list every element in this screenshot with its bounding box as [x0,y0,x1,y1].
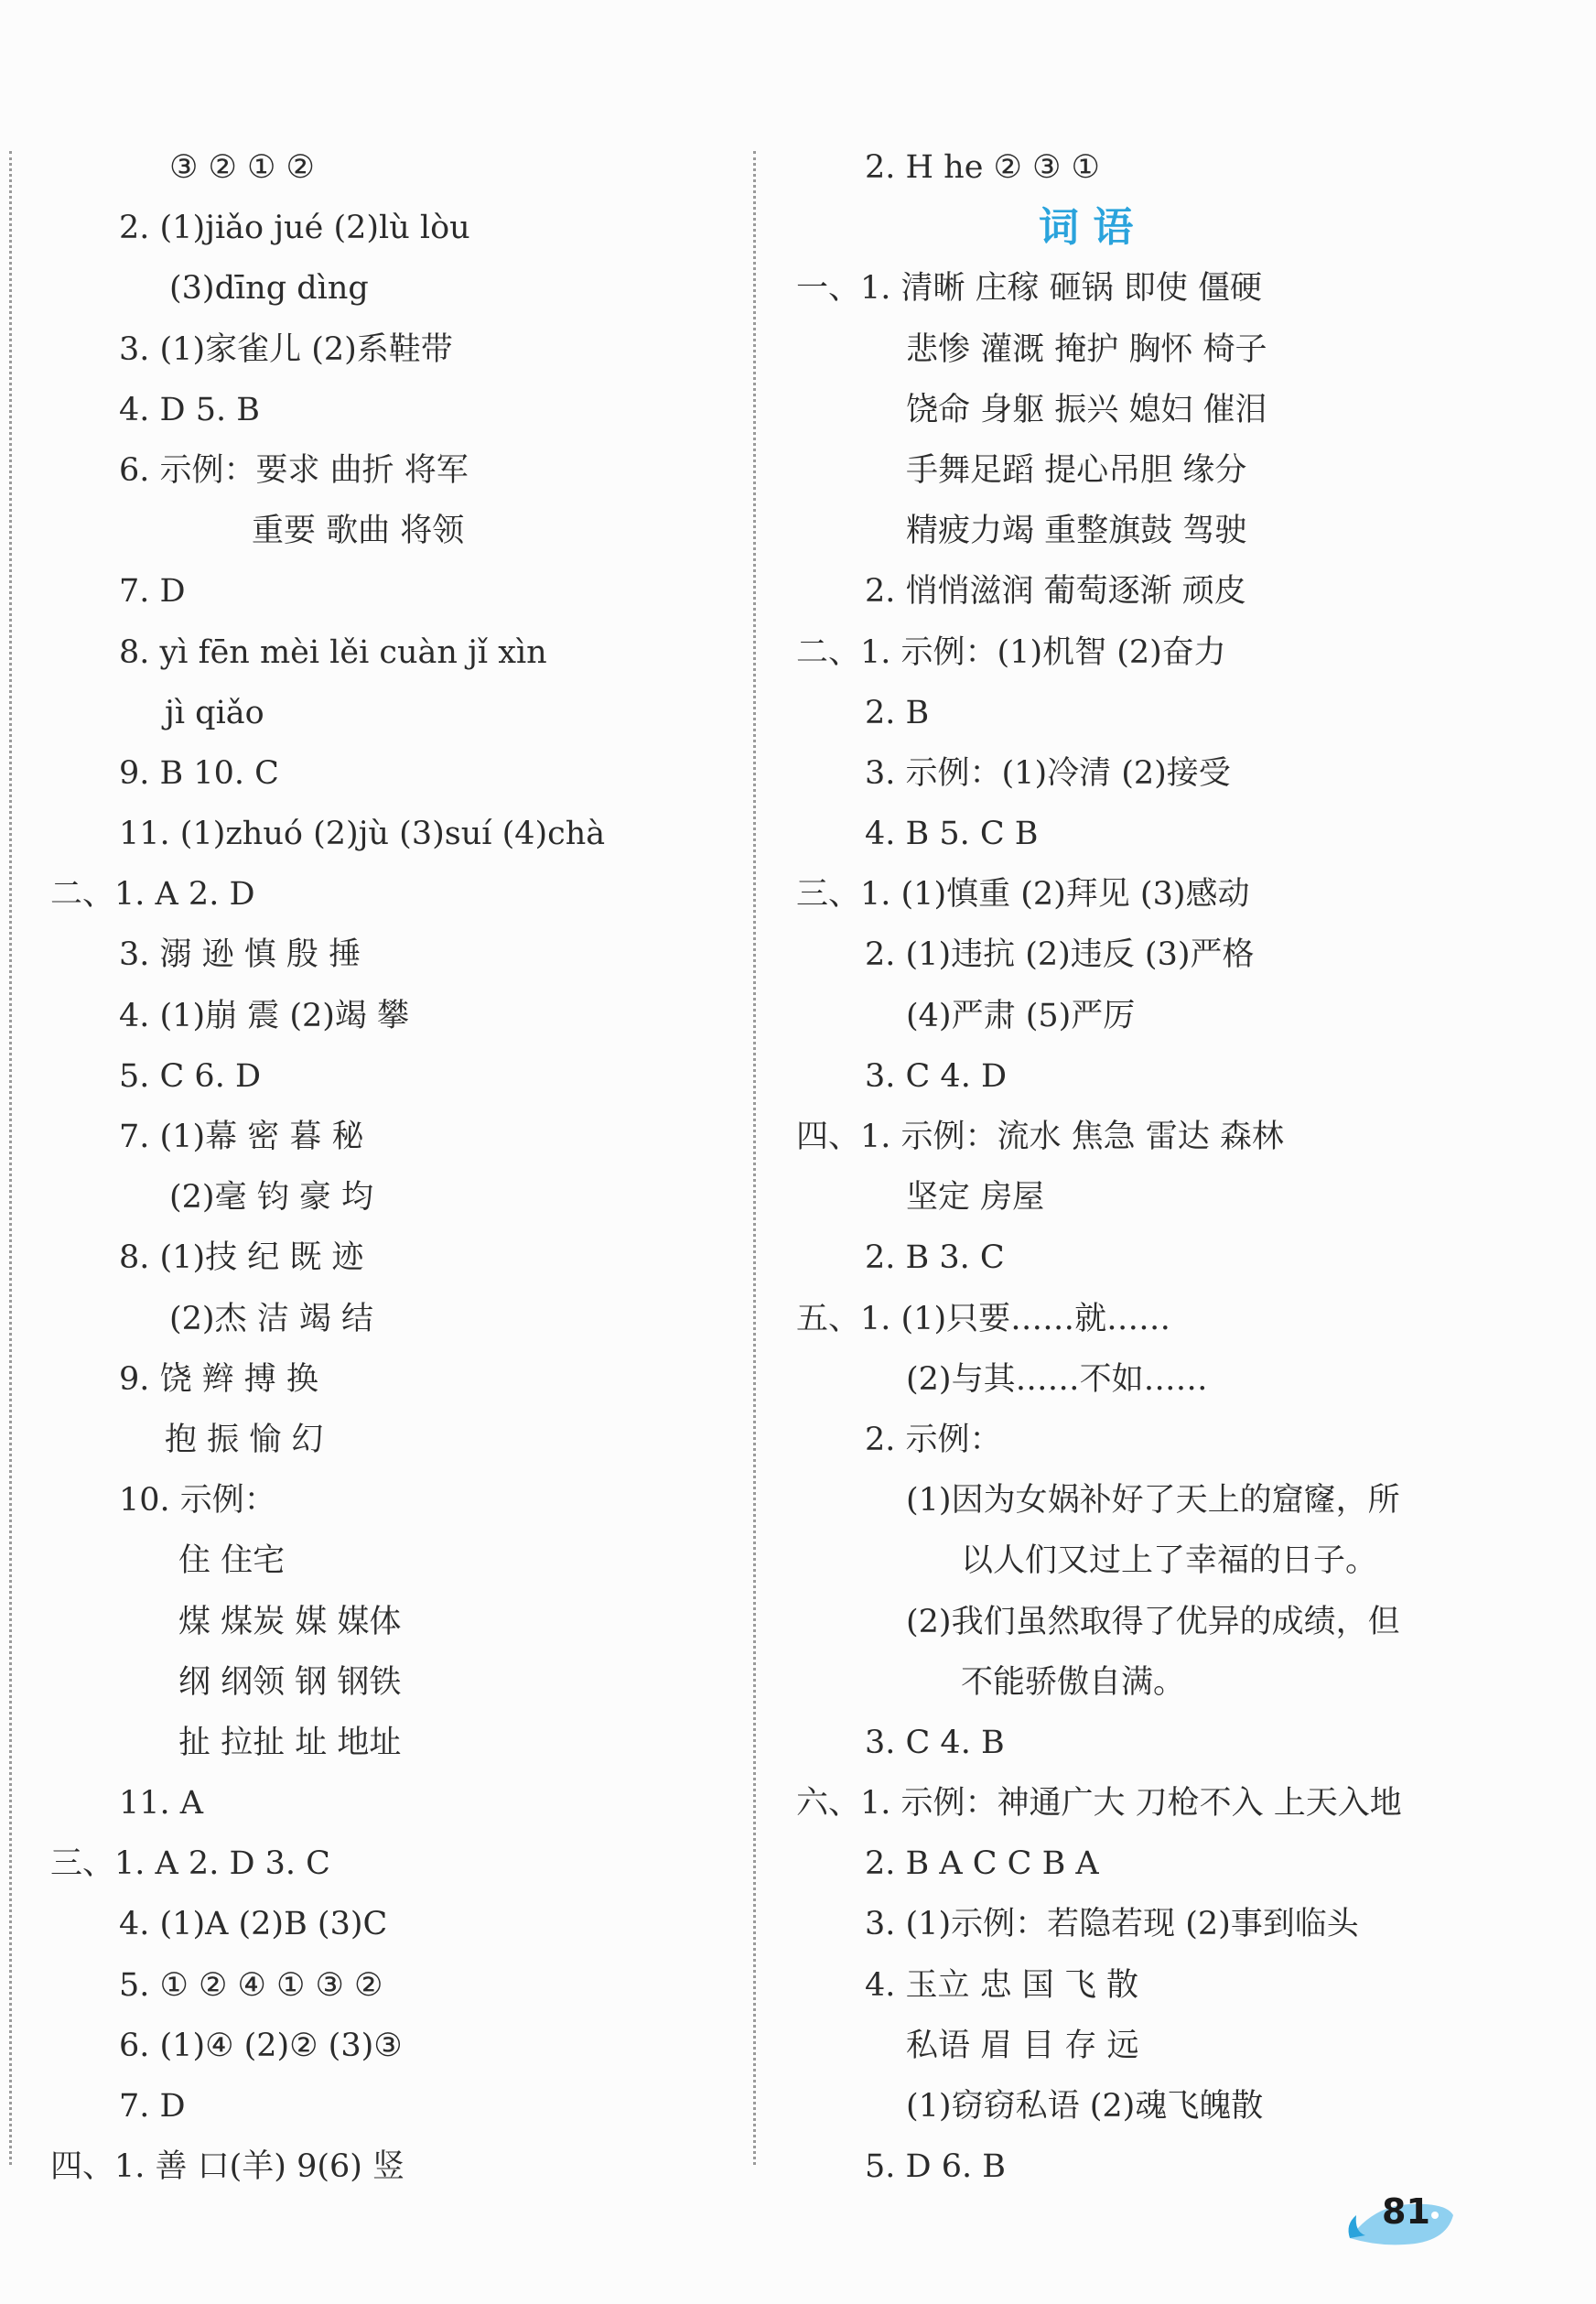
answer-text: 重要 歌曲 将领 [252,513,465,550]
answer-line [796,1652,1547,1713]
answer-line [50,622,755,683]
answer-text: 2. 示例： [865,1421,1002,1458]
answer-text: 7. D [119,573,186,611]
answer-line [796,1349,1547,1410]
answer-text: (3)dīng dìng [169,270,369,308]
answer-line [796,925,1547,985]
left-column [50,137,755,2197]
answer-line [796,319,1547,380]
answer-line [50,1531,755,1591]
answer-text: 坚定 房屋 [906,1179,1045,1217]
answer-line [796,1894,1547,1954]
answer-text: 2. B [865,694,930,731]
answer-line [50,1773,755,1833]
answer-text: 3. (1)示例：若隐若现 (2)事到临头 [865,1906,1359,1943]
answer-text: 手舞足蹈 提心吊胆 缘分 [906,451,1247,489]
answer-line [50,1228,755,1288]
answer-line [50,258,755,319]
answer-line [50,2016,755,2076]
answer-text: 扯 拉扯 址 地址 [178,1724,402,1761]
answer-line [50,986,755,1046]
answer-line [796,501,1547,561]
answer-line [796,1531,1547,1591]
answer-text: 二、1. A 2. D [50,876,255,914]
answer-text: 纲 纲领 钢 钢铁 [178,1663,402,1701]
answer-text: 2. (1)jiǎo jué (2)lù lòu [119,210,470,247]
answer-text: (2)我们虽然取得了优异的成绩，但 [906,1603,1400,1640]
answer-text: 3. C 4. B [865,1724,1005,1761]
answer-line [50,1955,755,2016]
answer-text: 8. (1)技 纪 既 迹 [119,1239,364,1277]
answer-text: 6. (1)④ (2)② (3)③ [119,2027,403,2064]
answer-text: 抱 振 愉 幻 [165,1421,324,1458]
answer-line [796,1833,1547,1894]
answer-text: 六、1. 示例：神通广大 刀枪不入 上天入地 [796,1785,1402,1823]
right-column [796,137,1547,2197]
answer-text: 2. 悄悄滋润 葡萄逐渐 顽皮 [865,573,1246,611]
answer-text: 饶命 身躯 振兴 媳妇 催泪 [906,391,1267,428]
answer-text: 8. yì fēn mèi lěi cuàn jǐ xìn [119,633,547,671]
answer-line [50,1167,755,1228]
answer-line [796,198,1547,258]
answer-line [50,198,755,258]
answer-line [796,1713,1547,1773]
answer-text: (2)与其……不如…… [906,1360,1208,1398]
answer-line [50,743,755,804]
answer-text: 五、1. (1)只要……就…… [796,1300,1171,1337]
answer-line [796,1046,1547,1107]
answer-line [50,1894,755,1954]
answer-line [50,1107,755,1167]
answer-text: 9. B 10. C [119,754,279,792]
answer-line [50,804,755,864]
answer-line [796,804,1547,864]
answer-text: ③ ② ① ② [169,149,315,186]
answer-text: 2. B A C C B A [865,1845,1099,1883]
answer-text: 3. 示例：(1)冷清 (2)接受 [865,754,1231,792]
page-number: 81 [1382,2191,1430,2232]
answer-line [50,683,755,743]
answer-line [796,622,1547,683]
answer-text: 2. (1)违抗 (2)违反 (3)严格 [865,936,1255,974]
answer-text: 煤 煤炭 媒 媒体 [178,1603,402,1640]
answer-text: 4. D 5. B [119,391,260,428]
answer-line [796,1592,1547,1652]
answer-text: 10. 示例： [119,1482,276,1520]
answer-line [796,380,1547,440]
answer-text: 私语 眉 目 存 远 [906,2027,1139,2064]
answer-text: 悲惨 灌溉 掩护 胸怀 椅子 [906,330,1267,368]
answer-text: 二、1. 示例：(1)机智 (2)奋力 [796,633,1226,671]
answer-text: 5. C 6. D [119,1057,262,1095]
answer-text: 4. 玉立 忠 国 飞 散 [865,1966,1139,2004]
page-number-badge [1345,2188,1455,2261]
answer-text: 不能骄傲自满。 [961,1663,1186,1701]
answer-text: 4. (1)A (2)B (3)C [119,1906,388,1943]
answer-text: 精疲力竭 重整旗鼓 驾驶 [906,513,1247,550]
answer-line [796,137,1547,198]
answer-line [50,380,755,440]
answer-text: 4. B 5. C B [865,816,1039,853]
answer-text: 住 住宅 [178,1542,286,1580]
answer-line [796,561,1547,622]
answer-text: 3. (1)家雀儿 (2)系鞋带 [119,330,453,368]
answer-text: 2. B 3. C [865,1239,1005,1277]
answer-line [796,1289,1547,1349]
answer-line [50,561,755,622]
answer-line [796,258,1547,319]
column-divider [9,151,12,2165]
answer-line [50,925,755,985]
answer-line [796,1167,1547,1228]
answer-text: jì qiǎo [165,694,264,731]
answer-line [796,2076,1547,2136]
answer-line [796,1410,1547,1470]
answer-line [796,1773,1547,1833]
answer-line [50,2136,755,2197]
answer-text: 7. (1)幕 密 暮 秘 [119,1119,364,1155]
answer-text: (2)毫 钧 豪 均 [169,1179,373,1217]
section-title: 词 语 [1039,204,1134,251]
answer-line [796,683,1547,743]
answer-line [796,2016,1547,2076]
answer-line [50,864,755,925]
answer-text: 一、1. 清晰 庄稼 砸锅 即使 僵硬 [796,270,1263,308]
answer-text: 9. 饶 辫 搏 换 [119,1360,318,1398]
answer-line [796,864,1547,925]
answer-line [796,1470,1547,1531]
answer-line [50,137,755,198]
answer-line [50,1470,755,1531]
answer-text: 三、1. A 2. D 3. C [50,1845,330,1883]
answer-line [50,2076,755,2136]
answer-line [796,1107,1547,1167]
answer-text: 以人们又过上了幸福的日子。 [961,1542,1378,1580]
answer-text: 7. D [119,2088,186,2125]
answer-line [50,501,755,561]
answer-line [796,986,1547,1046]
answer-text: 三、1. (1)慎重 (2)拜见 (3)感动 [796,876,1250,914]
answer-text: 11. (1)zhuó (2)jù (3)suí (4)chà [119,816,606,853]
answer-text: (4)严肃 (5)严厉 [906,997,1136,1034]
answer-text: 4. (1)崩 震 (2)竭 攀 [119,997,410,1034]
answer-text: 6. 示例：要求 曲折 将军 [119,451,469,489]
answer-line [796,1955,1547,2016]
answer-line [50,1833,755,1894]
answer-line [796,743,1547,804]
answer-text: (1)因为女娲补好了天上的窟窿，所 [906,1482,1400,1520]
answer-text: 3. C 4. D [865,1057,1008,1095]
answer-line [50,1713,755,1773]
answer-text: 5. ① ② ④ ① ③ ② [119,1966,383,2004]
answer-line [50,1652,755,1713]
answer-text: 3. 溺 逊 慎 殷 捶 [119,936,361,974]
answer-line [50,1046,755,1107]
answer-line [50,1410,755,1470]
answer-text: 四、1. 善 口(羊) 9(6) 竖 [50,2148,405,2186]
answer-line [50,1289,755,1349]
answer-line [50,319,755,380]
answer-line [50,1592,755,1652]
answer-line [796,440,1547,501]
answer-text: 11. A [119,1785,204,1823]
answer-line [796,1228,1547,1288]
answer-text: 2. H he ② ③ ① [865,149,1100,186]
answer-text: 5. D 6. B [865,2148,1006,2186]
answer-text: 四、1. 示例：流水 焦急 雷达 森林 [796,1119,1284,1155]
answer-line [50,440,755,501]
answer-text: (1)窃窃私语 (2)魂飞魄散 [906,2088,1264,2125]
answer-text: (2)杰 洁 竭 结 [169,1300,373,1337]
answer-line [50,1349,755,1410]
